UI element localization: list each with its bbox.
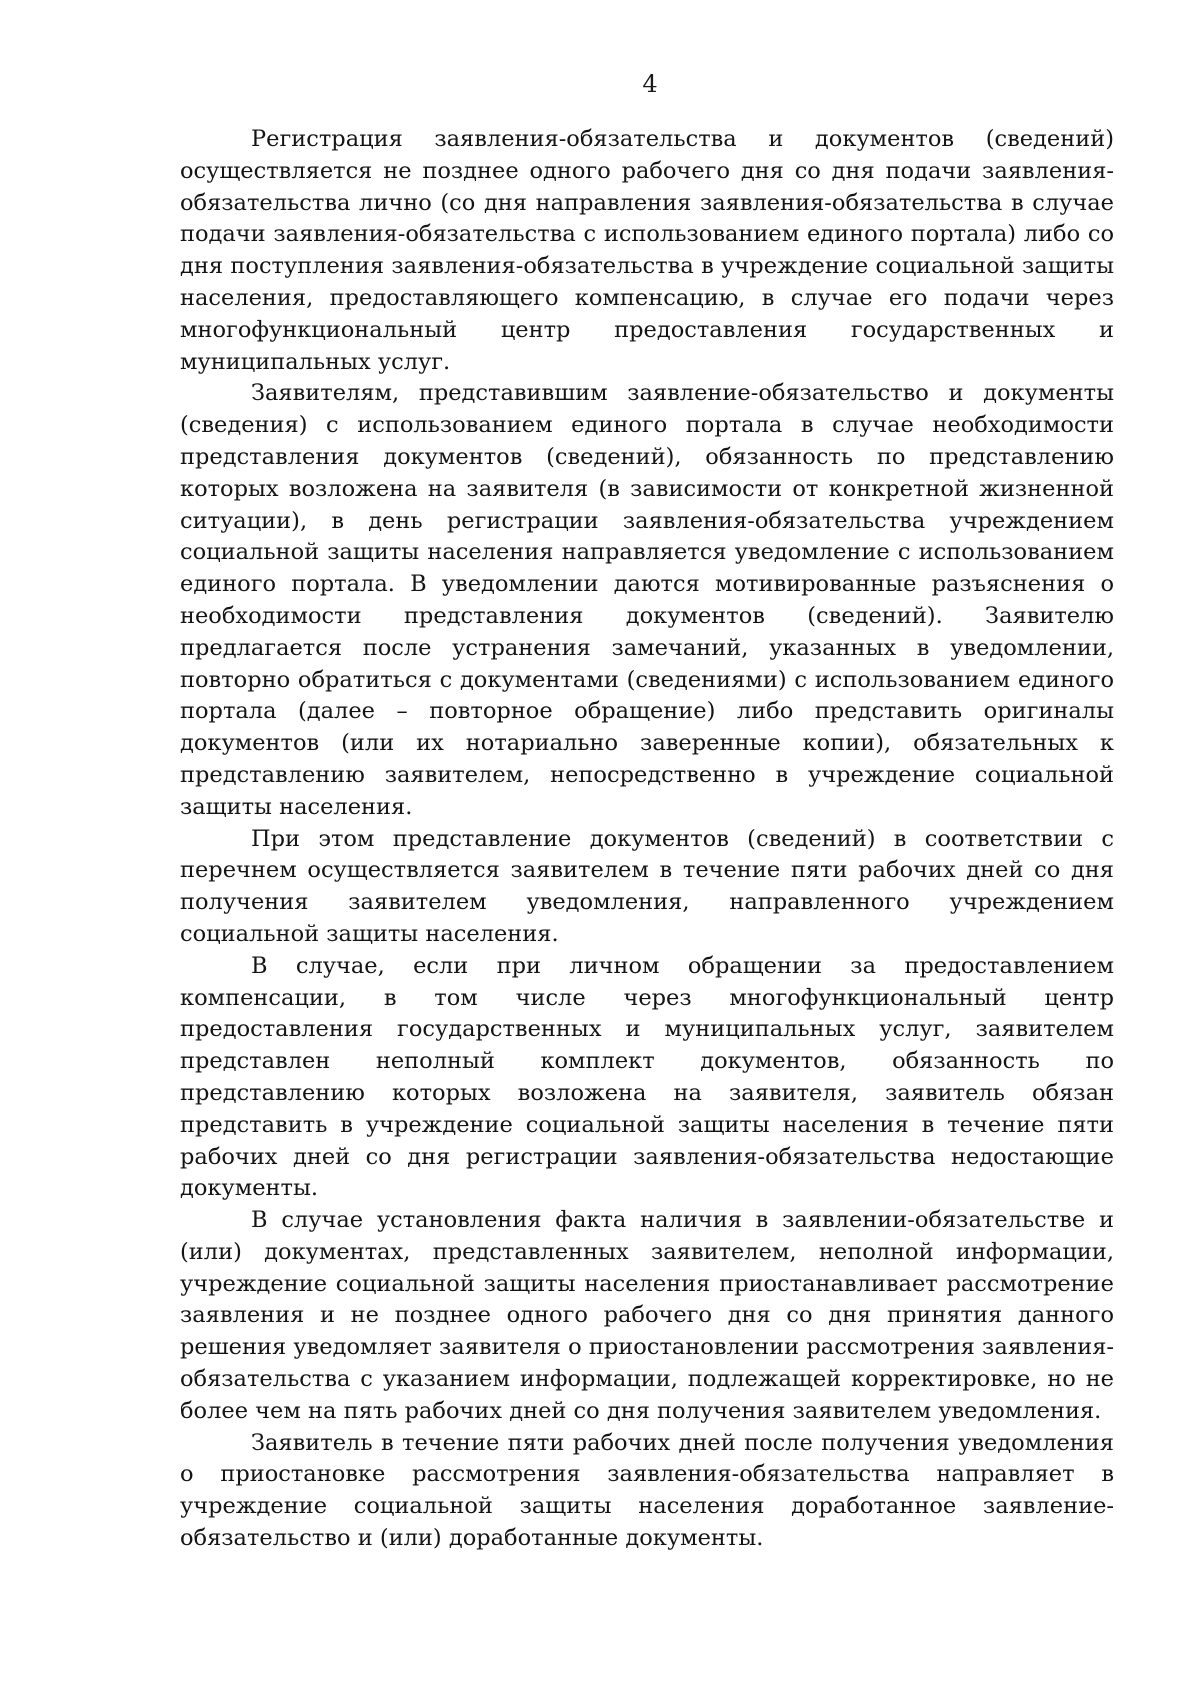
- page-number: 4: [642, 70, 658, 98]
- paragraph-incomplete-documents: В случае, если при личном обращении за предоставлением компенсации, в том числе через многофункциональный центр предоставления государственных и муниципальных услуг, заявителем представлен неполный комплект документов, обязанность по представлению которых возложена на заявителя, заявитель обязан представить в учреждение социальной защиты населения в течение пяти рабочих дней со дня регистрации заявления-обязательства недостающие документы.: [180, 952, 1114, 1202]
- paragraph-resubmission: Заявитель в течение пяти рабочих дней после получения уведомления о приостановке рассмотрения заявления-обязательства направляет в учреждение социальной защиты населения доработанное заявление-обязательство и (или) доработанные документы.: [180, 1429, 1114, 1552]
- paragraph-submission-deadline: При этом представление документов (сведений) в соответствии с перечнем осуществляется заявителем в течение пяти рабочих дней со дня получения заявителем уведомления, направленного учреждением социальной защиты населения.: [180, 825, 1114, 947]
- paragraph-registration: Регистрация заявления-обязательства и документов (сведений) осуществляется не позднее одного рабочего дня со дня подачи заявления-обязательства лично (со дня направления заявления-обязательства в случае подачи заявления-обязательства с использованием единого портала) либо со дня поступления заявления-обязательства в учреждение социальной защиты населения, предоставляющего компенсацию, в случае его подачи через многофункциональный центр предоставления государственных и муниципальных услуг.: [180, 126, 1114, 375]
- paragraph-portal-applicants: Заявителям, представившим заявление-обязательство и документы (сведения) с использованием единого портала в случае необходимости представления документов (сведений), обязанность по представлению которых возложена на заявителя (в зависимости от конкретной жизненной ситуации), в день регистрации заявления-обязательства учреждением социальной защиты населения направляется уведомление с использованием единого портала. В уведомлении даются мотивированные разъяснения о необходимости представления документов (сведений). Заявителю предлагается после устранения замечаний, указанных в уведомлении, повторно обратиться с документами (сведениями) с использованием единого портала (далее – повторное обращение) либо представить оригиналы документов (или их нотариально заверенные копии), обязательных к представлению заявителем, непосредственно в учреждение социальной защиты населения.: [180, 380, 1114, 820]
- document-body: [180, 124, 1114, 1555]
- paragraph-suspension: В случае установления факта наличия в заявлении-обязательстве и (или) документах, представленных заявителем, неполной информации, учреждение социальной защиты населения приостанавливает рассмотрение заявления и не позднее одного рабочего дня со дня принятия данного решения уведомляет заявителя о приостановлении рассмотрения заявления-обязательства с указанием информации, подлежащей корректировке, но не более чем на пять рабочих дней со дня получения заявителем уведомления.: [180, 1207, 1114, 1424]
